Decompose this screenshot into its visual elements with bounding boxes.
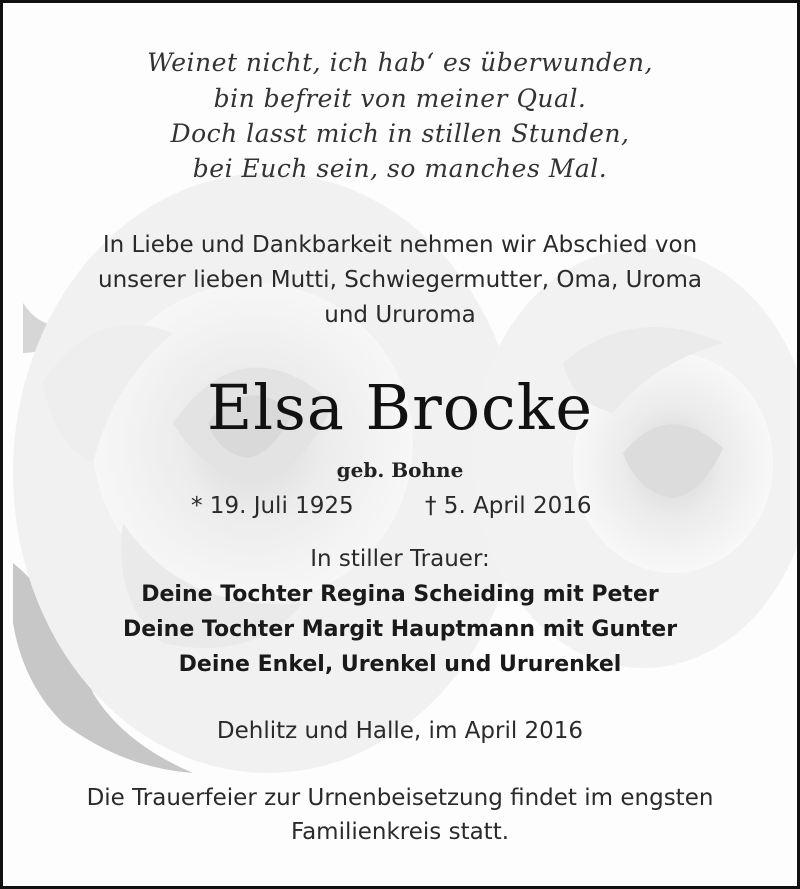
poem-line-4: bei Euch sein, so manches Mal.	[192, 154, 608, 183]
birth-date: * 19. Juli 1925	[191, 493, 354, 519]
mourner-line-3: Deine Enkel, Urenkel und Ururenkel	[178, 652, 622, 677]
death-date: † 5. April 2016	[425, 493, 592, 519]
mourner-line-2: Deine Tochter Margit Hauptmann mit Gunter	[122, 617, 678, 642]
mourning-intro: In stiller Trauer:	[310, 546, 490, 572]
birth-name: geb. Bohne	[336, 458, 464, 482]
poem-line-1: Weinet nicht, ich hab‘ es überwunden,	[147, 48, 653, 77]
poem-line-3: Doch lasst mich in stillen Stunden,	[170, 119, 630, 148]
place-date: Dehlitz und Halle, im April 2016	[216, 718, 584, 744]
farewell-line-2: unserer lieben Mutti, Schwiegermutter, Oma, Uroma	[98, 267, 702, 293]
funeral-note-line-2: Familienkreis statt.	[290, 819, 510, 845]
farewell-line-3: und Ururoma	[324, 302, 476, 328]
mourner-line-1: Deine Tochter Regina Scheiding mit Peter	[141, 582, 659, 607]
deceased-name: Elsa Brocke	[206, 371, 594, 444]
farewell-line-1: In Liebe und Dankbarkeit nehmen wir Abschied von	[102, 232, 698, 258]
funeral-note-line-1: Die Trauerfeier zur Urnenbeisetzung findet im engsten	[86, 785, 714, 811]
poem-line-2: bin befreit von meiner Qual.	[213, 84, 587, 113]
